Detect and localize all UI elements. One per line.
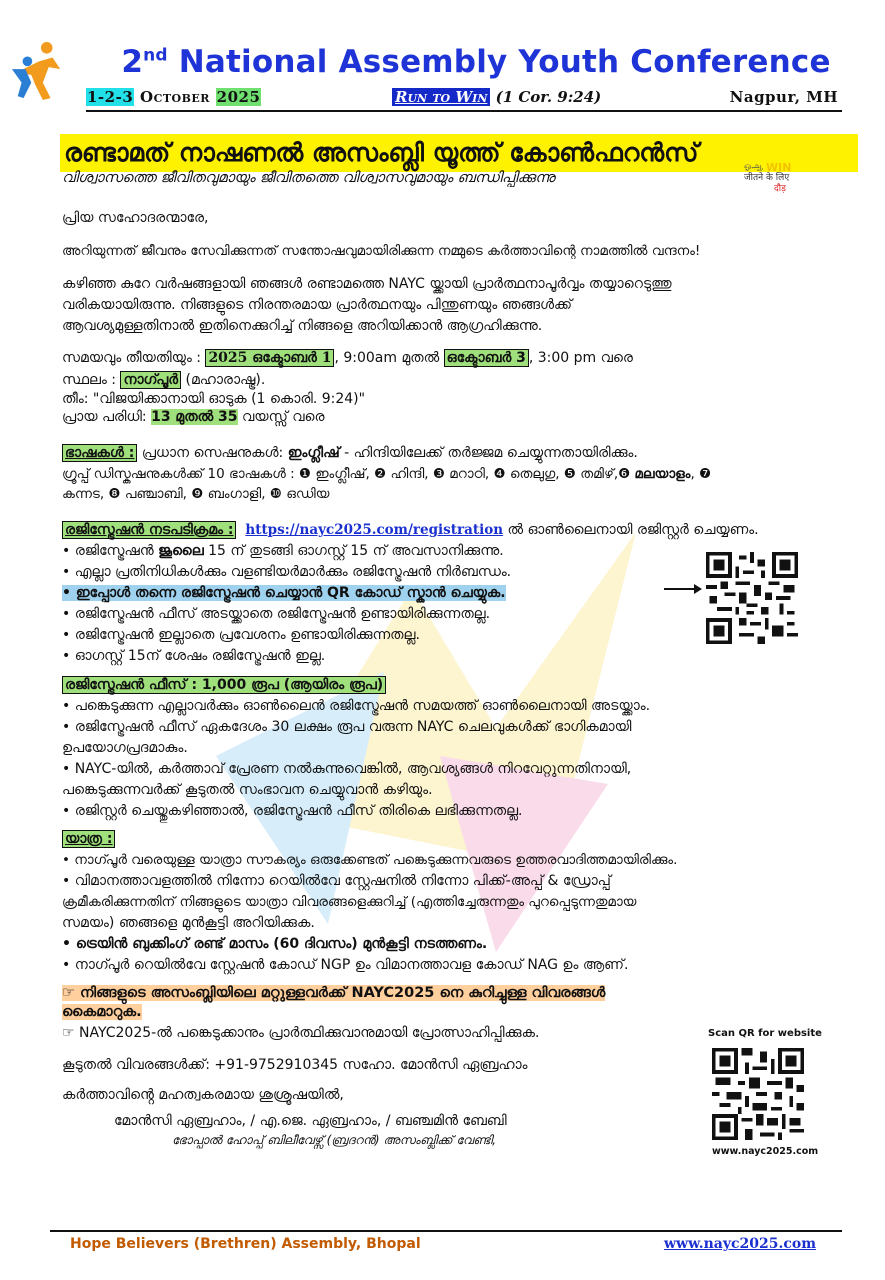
fee-heading: രജിസ്ട്രേഷൻ ഫീസ് : 1,000 രൂപ (ആയിരം രൂപ) xyxy=(62,676,386,694)
intro-line-1: കഴിഞ്ഞ കുറേ വർഷങ്ങളായി ഞങ്ങൾ രണ്ടാമത്തെ NAYC യ്ക്കായി പ്രാർത്ഥനാപൂർവ്വം തയ്യാറെടുത്തു xyxy=(62,276,672,292)
malayalam-title: രണ്ടാമത് നാഷണൽ അസംബ്ലി യൂത്ത് കോൺഫറൻസ് xyxy=(60,134,858,172)
fee-bullet-2b: ഉപയോഗപ്രദമാകും. xyxy=(62,740,188,756)
intro-line-3: ആവശ്യമുള്ളതിനാൽ ഇതിനെക്കുറിച്ച് നിങ്ങളെ അറിയിക്കാൻ ആഗ്രഹിക്കുന്നു. xyxy=(62,318,543,334)
registration-bullet-5: • രജിസ്ട്രേഷൻ ഇല്ലാതെ പ്രവേശനം ഉണ്ടായിരിക്കുന്നതല്ല. xyxy=(62,627,420,643)
travel-bullet-2b: ക്രമീകരിക്കുന്നതിന് നിങ്ങളുടെ യാത്രാ വിവരങ്ങളെക്കുറിച്ച് (എത്തിച്ചേരുന്നതും പുറപ്പെടുന്നതുമായ xyxy=(62,894,637,910)
travel-bullet-2c: സമയം) ഞങ്ങളെ മുൻകൂട്ടി അറിയിക്കുക. xyxy=(62,915,315,931)
scan-qr-label: Scan QR for website xyxy=(708,1028,822,1039)
registration-heading: രജിസ്ട്രേഷൻ നടപടിക്രമം : xyxy=(62,521,236,539)
registration-bullet-6: • ഓഗസ്റ്റ് 15ന് ശേഷം രജിസ്ട്രേഷൻ ഇല്ല. xyxy=(62,648,326,664)
registration-bullet-1: • രജിസ്ട്രേഷൻ ജൂലൈ 15 ന് തുടങ്ങി ഓഗസ്റ്റ് 15 ന് അവസാനിക്കുന്നു. xyxy=(62,543,504,559)
website-qr-code[interactable] xyxy=(712,1046,804,1142)
footer-divider xyxy=(50,1230,842,1232)
age-range: 13 മുതൽ 35 xyxy=(151,409,238,425)
footer-organization: Hope Believers (Brethren) Assembly, Bhopal xyxy=(70,1236,421,1252)
fee-bullet-2a: • രജിസ്ട്രേഷൻ ഫീസ് ഏകദേശം 30 ലക്ഷം രൂപ വരുന്ന NAYC ചെലവുകൾക്ക് ഭാഗികമായി xyxy=(62,719,632,735)
page-title: 2nd National Assembly Youth Conference xyxy=(121,44,831,80)
event-dates: 1-2-3 October 2025 xyxy=(87,88,261,106)
travel-heading: യാത്ര : xyxy=(62,830,115,848)
theme-tagline: Run to Win (1 Cor. 9:24) xyxy=(392,88,601,106)
fee-bullet-3a: • NAYC-യിൽ, കർത്താവ് പ്രേരണ നൽകുന്നുവെങ്കിൽ, ആവശ്യങ്ങൾ നിറവേറ്റുന്നതിനായി, xyxy=(62,761,632,777)
fee-bullet-3b: പങ്കെടുക്കുന്നവർക്ക് കൂടുതൽ സംഭാവന ചെയ്യുവാൻ കഴിയും. xyxy=(62,782,433,798)
schedule-line: സമയവും തീയതിയും : 2025 ഒക്ടോബർ 1 , 9:00am മുതൽ ഒക്ടോബർ 3 , 3:00 pm വരെ xyxy=(62,350,633,366)
registration-link[interactable]: https://nayc2025.com/registration xyxy=(245,522,504,538)
end-date: ഒക്ടോബർ 3 xyxy=(444,349,529,367)
travel-bullet-3: • ട്രെയിൻ ബുക്കിംഗ് രണ്ട് മാസം (60 ദിവസം) മുൻകൂട്ടി നടത്തണം. xyxy=(62,936,488,952)
languages-line-3: കന്നട, ❽ പഞ്ചാബി, ❾ ബംഗാളി, ❿ ഒഡിയ xyxy=(62,486,330,502)
intro-line-2: വരികയായിരുന്നു. നിങ്ങളുടെ നിരന്തരമായ പ്രാർത്ഥനയും പിന്തുണയും ഞങ്ങൾക്ക് xyxy=(62,297,573,313)
registration-bullet-3: • ഇപ്പോൾ തന്നെ രജിസ്ട്രേഷൻ ചെയ്യാൻ QR കോഡ് സ്കാൻ ചെയ്യുക. xyxy=(62,585,506,601)
salutation: അറിയുന്നത് ജീവനും സേവിക്കുന്നത് സന്തോഷവുമായിരിക്കുന്ന നമ്മുടെ കർത്താവിന്റെ നാമത്തിൽ വന്ദനം! xyxy=(62,243,701,259)
event-subheader xyxy=(86,88,842,110)
run-to-win-logo: ஓஆ WIN जीतने के लिए दौड़ xyxy=(744,161,792,194)
greeting: പ്രിയ സഹോദരന്മാരേ, xyxy=(62,210,209,226)
signatures: മോൻസി ഏബ്രഹാം, / എ.ജെ. ഏബ്രഹാം, / ബഞ്ചമിൻ ബേബി xyxy=(114,1113,507,1129)
closing-line: കർത്താവിൻ്റെ മഹത്വകരമായ ശുശ്രൂഷയിൽ, xyxy=(62,1087,344,1103)
contact-line: കൂടുതൽ വിവരങ്ങൾക്ക്: +91-9752910345 സഹോ. മോൻസി ഏബ്രഹാം xyxy=(62,1057,528,1073)
registration-bullet-2: • എല്ലാ പ്രതിനിധികൾക്കും വളണ്ടിയർമാർക്കും രജിസ്ട്രേഷൻ നിർബന്ധം. xyxy=(62,564,512,580)
share-line-3: ☞ NAYC2025-ൽ പങ്കെടുക്കാനും പ്രാർത്ഥിക്കുവാനുമായി പ്രോത്സാഹിപ്പിക്കുക. xyxy=(62,1025,540,1041)
age-limit-line: പ്രായ പരിധി: 13 മുതൽ 35 വയസ്സ് വരെ xyxy=(62,409,325,425)
travel-bullet-4: • നാഗ്പൂർ റെയിൽവേ സ്റ്റേഷൻ കോഡ് NGP ഉം വിമാനത്താവള കോഡ് NAG ഉം ആണ്. xyxy=(62,957,629,973)
conference-logo-icon xyxy=(10,40,68,102)
registration-qr-code[interactable] xyxy=(706,552,798,644)
venue: നാഗ്പൂർ xyxy=(120,371,181,389)
registration-line: രജിസ്ട്രേഷൻ നടപടിക്രമം : https://nayc2025.com/registration ൽ ഓൺലൈനായി രജിസ്റ്റർ ചെയ്യണം. xyxy=(62,520,759,541)
fee-line xyxy=(62,675,386,696)
signature-organization: ഭോപ്പാൽ ഹോപ്പ് ബിലീവേഴ്സ് (ബ്രദറൻ) അസംബ്ലിക്ക് വേണ്ടി, xyxy=(172,1133,497,1147)
qr-website-label: www.nayc2025.com xyxy=(712,1146,819,1157)
fee-bullet-4: • രജിസ്റ്റർ ചെയ്തുകഴിഞ്ഞാൽ, രജിസ്ട്രേഷൻ ഫീസ് തിരികെ ലഭിക്കുന്നതല്ല. xyxy=(62,803,523,819)
languages-line-1: ഭാഷകൾ : പ്രധാന സെഷനുകൾ: ഇംഗ്ലീഷ് - ഹിന്ദിയിലേക്ക് തർജ്ജമ ചെയ്യുന്നതായിരിക്കും. xyxy=(62,443,638,464)
share-line-1: ☞ നിങ്ങളുടെ അസംബ്ലിയിലെ മറ്റുള്ളവർക്ക് NAYC2025 നെ കുറിച്ചുള്ള വിവരങ്ങൾ xyxy=(62,985,606,1001)
event-place: Nagpur, MH xyxy=(729,88,838,106)
arrow-right-icon xyxy=(664,584,702,594)
header-divider xyxy=(86,110,842,112)
theme-line: തീം: "വിജയിക്കാനായി ഓടുക (1 കൊരി. 9:24)" xyxy=(62,391,366,407)
travel-bullet-1: • നാഗ്പൂർ വരെയുള്ള യാത്രാ സൗകര്യം ഒരുക്കേണ്ടത് പങ്കെടുക്കുന്നവരുടെ ഉത്തരവാദിത്തമായിരിക്കും. xyxy=(62,852,678,868)
languages-line-2: ഗ്രൂപ്പ് ഡിസ്കഷനുകൾക്ക് 10 ഭാഷകൾ : ❶ ഇംഗ്ലീഷ്, ❷ ഹിന്ദി, ❸ മറാഠി, ❹ തെലുഗു, ❺ തമിഴ്,❻ മലയാളം, ❼ xyxy=(62,466,712,482)
share-line-2: കൈമാറുക. xyxy=(62,1004,142,1020)
malayalam-subtitle: വിശ്വാസത്തെ ജീവിതവുമായും ജീവിതത്തെ വിശ്വാസവുമായും ബന്ധിപ്പിക്കുന്നു xyxy=(62,170,555,186)
venue-line: സ്ഥലം : നാഗ്പൂർ (മഹാരാഷ്ട്ര). xyxy=(62,372,266,388)
travel-bullet-2a: • വിമാനത്താവളത്തിൽ നിന്നോ റെയിൽവേ സ്റ്റേഷനിൽ നിന്നോ പിക്ക്-അപ്പ് & ഡ്രോപ്പ് xyxy=(62,873,611,889)
travel-line xyxy=(62,829,115,850)
registration-bullet-4: • രജിസ്ട്രേഷൻ ഫീസ് അടയ്ക്കാതെ രജിസ്ട്രേഷൻ ഉണ്ടായിരിക്കുന്നതല്ല. xyxy=(62,606,491,622)
start-date: 2025 ഒക്ടോബർ 1 xyxy=(205,349,334,367)
fee-bullet-1: • പങ്കെടുക്കുന്ന എല്ലാവർക്കും ഓൺലൈൻ രജിസ്ട്രേഷൻ സമയത്ത് ഓൺലൈനായി അടയ്ക്കാം. xyxy=(62,698,651,714)
footer-website-link[interactable]: www.nayc2025.com xyxy=(664,1236,817,1252)
languages-heading: ഭാഷകൾ : xyxy=(62,444,137,462)
